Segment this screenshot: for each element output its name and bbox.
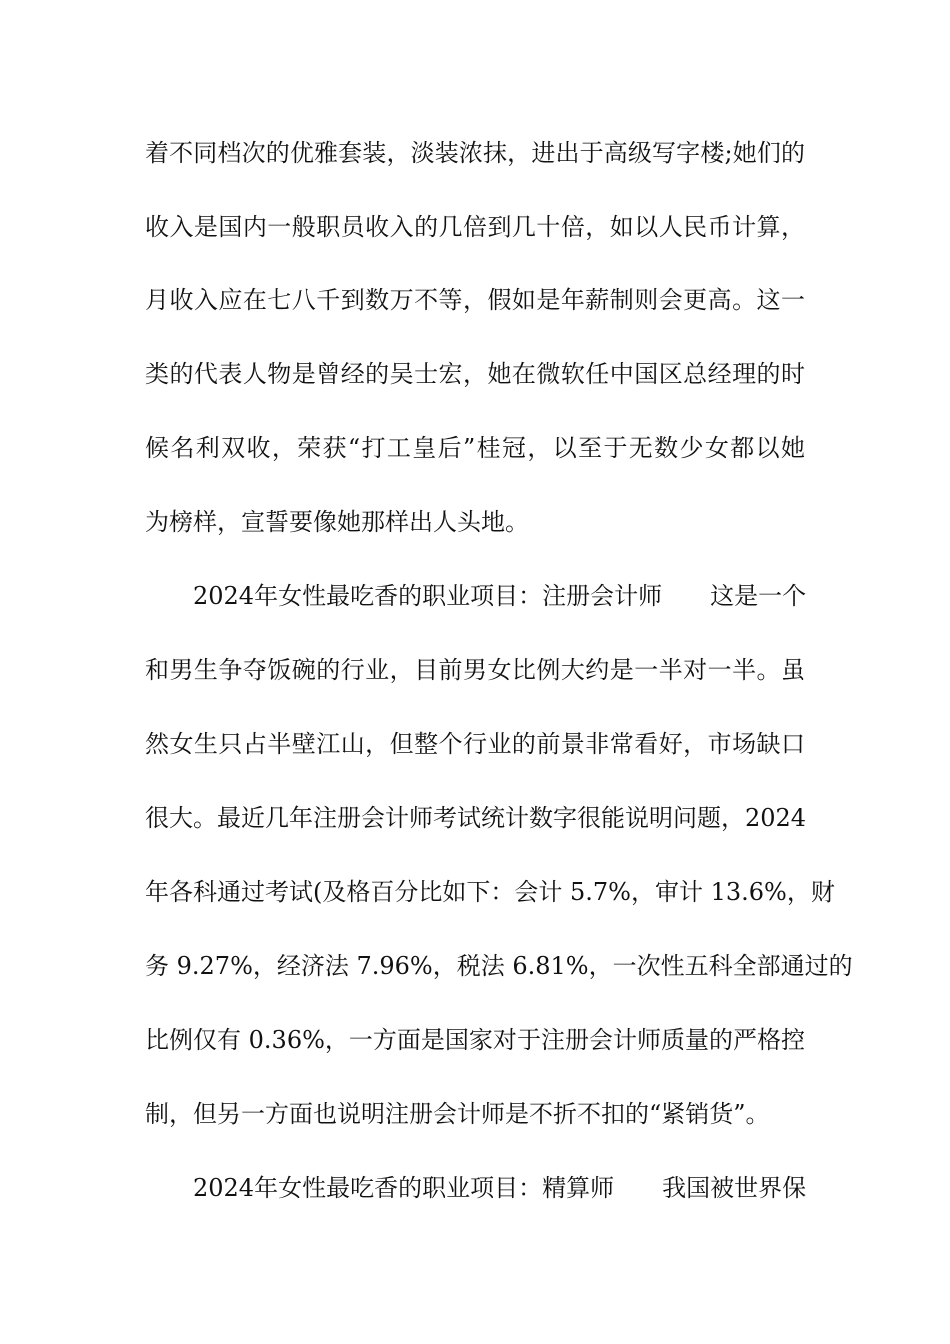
text-line: 很大。最近几年注册会计师考试统计数字很能说明问题，2024 (145, 804, 807, 832)
text-line: 为榜样，宣誓要像她那样出人头地。 (145, 508, 529, 536)
text-line: 然女生只占半壁江山，但整个行业的前景非常看好，市场缺口 (145, 730, 805, 758)
section-heading-line: 2024年女性最吃香的职业项目：注册会计师 这是一个 (193, 582, 807, 610)
text-line: 类的代表人物是曾经的吴士宏，她在微软任中国区总经理的时 (145, 360, 805, 388)
text-line: 候名利双收，荣获“打工皇后”桂冠，以至于无数少女都以她 (145, 434, 805, 462)
text-line: 收入是国内一般职员收入的几倍到几十倍，如以人民币计算， (145, 213, 805, 241)
text-line: 和男生争夺饭碗的行业，目前男女比例大约是一半对一半。虽 (145, 656, 805, 684)
text-line: 制，但另一方面也说明注册会计师是不折不扣的“紧销货”。 (145, 1100, 770, 1128)
section-heading-line: 2024年女性最吃香的职业项目：精算师 我国被世界保 (193, 1174, 807, 1202)
text-line: 务 9.27%，经济法 7.96%，税法 6.81%，一次性五科全部通过的 (145, 952, 853, 980)
text-line: 着不同档次的优雅套装，淡装浓抹，进出于高级写字楼;她们的 (145, 139, 805, 167)
text-line: 月收入应在七八千到数万不等，假如是年薪制则会更高。这一 (145, 286, 805, 314)
text-line: 年各科通过考试(及格百分比如下：会计 5.7%，审计 13.6%，财 (145, 878, 835, 906)
text-line: 比例仅有 0.36%，一方面是国家对于注册会计师质量的严格控 (145, 1026, 805, 1054)
